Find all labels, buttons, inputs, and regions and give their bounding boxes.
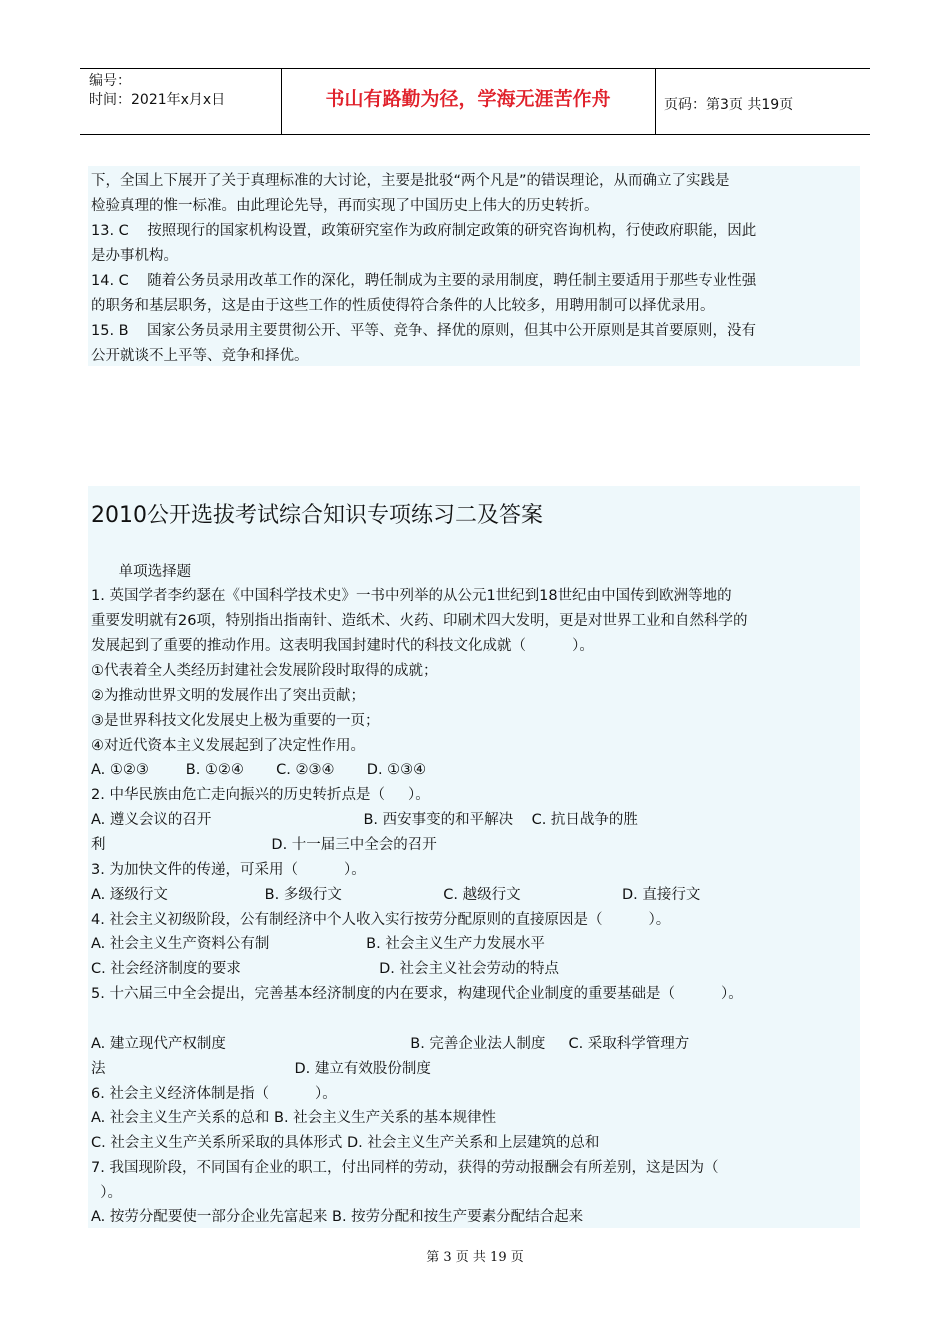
- text-line: 的职务和基层职务，这是由于这些工作的性质使得符合条件的人比较多，用聘用制可以择优录用。: [91, 298, 715, 314]
- text-line: 1. 英国学者李约瑟在《中国科学技术史》一书中列举的从公元1世纪到18世纪由中国传到欧洲等地的: [91, 588, 732, 604]
- header-bottom-rule: [80, 134, 870, 135]
- text-line: 4. 社会主义初级阶段，公有制经济中个人收入实行按劳分配原则的直接原因是（ ）。: [91, 912, 671, 928]
- text-line: 14. C 随着公务员录用改革工作的深化，聘任制成为主要的录用制度，聘任制主要适用于那些专业性强: [91, 273, 757, 289]
- header-motto: 书山有路勤为径，学海无涯苦作舟: [325, 88, 611, 110]
- text-line: C. 社会经济制度的要求 D. 社会主义社会劳动的特点: [91, 961, 559, 977]
- text-line: 利 D. 十一届三中全会的召开: [91, 837, 437, 853]
- text-line: 下，全国上下展开了关于真理标准的大讨论，主要是批驳“两个凡是”的错误理论，从而确立了实践是: [91, 173, 730, 189]
- text-line: 是办事机构。: [91, 248, 178, 264]
- text-line: 重要发明就有26项，特别指出指南针、造纸术、火药、印刷术四大发明，更是对世界工业和自然科学的: [91, 613, 748, 629]
- header-meta: [89, 72, 225, 110]
- text-line: ）。: [91, 1185, 122, 1201]
- text-line: 5. 十六届三中全会提出，完善基本经济制度的内在要求，构建现代企业制度的重要基础是（ ）。: [91, 986, 743, 1002]
- page-footer: 第 3 页 共 19 页: [426, 1250, 524, 1265]
- text-line: ①代表着全人类经历封建社会发展阶段时取得的成就；: [91, 663, 438, 679]
- text-line: 6. 社会主义经济体制是指（ ）。: [91, 1086, 337, 1102]
- text-line: A. 按劳分配要使一部分企业先富起来 B. 按劳分配和按生产要素分配结合起来: [91, 1209, 584, 1225]
- text-line: A. 社会主义生产资料公有制 B. 社会主义生产力发展水平: [91, 936, 545, 952]
- header-top-rule: [80, 68, 870, 69]
- header-divider-2: [655, 68, 656, 134]
- text-line: 2. 中华民族由危亡走向振兴的历史转折点是（ ）。: [91, 787, 430, 803]
- text-line: ③是世界科技文化发展史上极为重要的一页；: [91, 713, 380, 729]
- text-line: ④对近代资本主义发展起到了决定性作用。: [91, 738, 365, 754]
- section-title: 2010公开选拔考试综合知识专项练习二及答案: [91, 503, 543, 528]
- header-page-number: 页码：第3页 共19页: [664, 97, 794, 113]
- text-line: A. 社会主义生产关系的总和 B. 社会主义生产关系的基本规律性: [91, 1110, 497, 1126]
- header-time: 时间：2021年x月x日: [89, 92, 226, 108]
- text-line: 15. B 国家公务员录用主要贯彻公开、平等、竞争、择优的原则，但其中公开原则是其首要原则，没有: [91, 323, 757, 339]
- text-line: 7. 我国现阶段，不同国有企业的职工，付出同样的劳动，获得的劳动报酬会有所差别，这是因为（: [91, 1160, 719, 1176]
- text-line: A. ①②③ B. ①②④ C. ②③④ D. ①③④: [91, 762, 427, 778]
- header-number: 编号：: [89, 73, 131, 89]
- text-line: A. 逐级行文 B. 多级行文 C. 越级行文 D. 直接行文: [91, 887, 701, 903]
- text-line: A. 遵义会议的召开 B. 西安事变的和平解决 C. 抗日战争的胜: [91, 812, 638, 828]
- text-line: 3. 为加快文件的传递，可采用（ ）。: [91, 862, 366, 878]
- text-line: A. 建立现代产权制度 B. 完善企业法人制度 C. 采取科学管理方: [91, 1036, 690, 1052]
- text-line: 公开就谈不上平等、竞争和择优。: [91, 348, 309, 364]
- text-line: 单项选择题: [91, 564, 192, 580]
- text-line: 发展起到了重要的推动作用。这表明我国封建时代的科技文化成就（ ）。: [91, 638, 594, 654]
- text-line: 法 D. 建立有效股份制度: [91, 1061, 431, 1077]
- text-line: C. 社会主义生产关系所采取的具体形式 D. 社会主义生产关系和上层建筑的总和: [91, 1135, 600, 1151]
- text-line: ②为推动世界文明的发展作出了突出贡献；: [91, 688, 365, 704]
- text-line: 13. C 按照现行的国家机构设置，政策研究室作为政府制定政策的研究咨询机构，行使政府职能，因此: [91, 223, 757, 239]
- text-line: 检验真理的惟一标准。由此理论先导，再而实现了中国历史上伟大的历史转折。: [91, 198, 599, 214]
